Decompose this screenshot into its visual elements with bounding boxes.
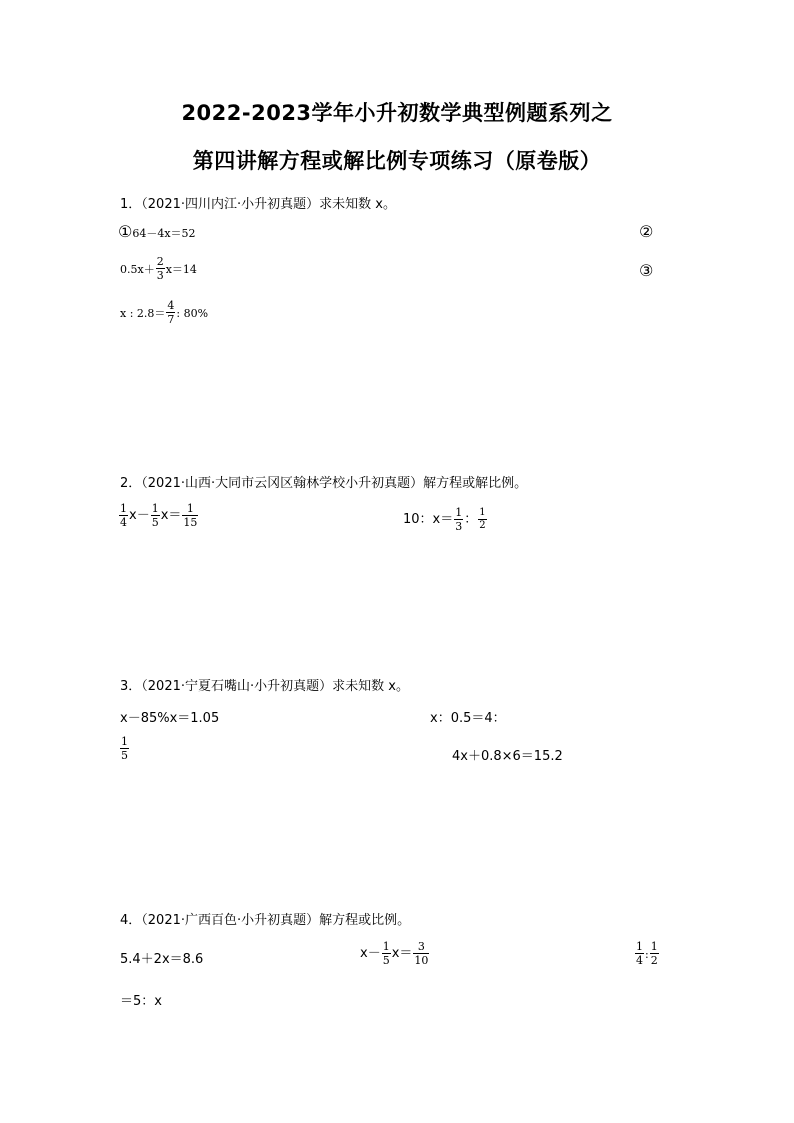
denominator: 3 xyxy=(455,520,463,533)
equation-part: : 80% xyxy=(176,307,209,320)
question-text: （2021·广西百色·小升初真题）解方程或比例。 xyxy=(141,913,411,928)
equation-part: x＝ xyxy=(391,946,413,961)
fraction xyxy=(454,507,463,532)
denominator: 4 xyxy=(120,516,127,529)
equation-part: 0.5x＋ xyxy=(120,263,155,276)
question-text: （2021·山西·大同市云冈区翰林学校小升初真题）解方程或解比例。 xyxy=(141,476,528,491)
question-number: 2． xyxy=(120,476,142,491)
numerator: 1 xyxy=(382,940,390,953)
denominator: 4 xyxy=(636,954,643,967)
q3-eq3: 4x＋0.8×6＝15.2 xyxy=(452,749,563,764)
question-4 xyxy=(120,909,410,928)
q4-eq2 xyxy=(360,941,430,966)
fraction xyxy=(151,503,160,528)
fraction xyxy=(478,508,486,531)
q1-eq2 xyxy=(120,256,197,281)
numerator: 3 xyxy=(413,941,429,954)
question-number: 1． xyxy=(120,197,142,212)
fraction xyxy=(382,941,391,966)
ratio-separator: : xyxy=(645,948,649,961)
numerator: 4 xyxy=(167,299,175,312)
numerator: 1 xyxy=(120,502,127,515)
page-title-line1: 2022-2023学年小升初数学典型例题系列之 xyxy=(181,101,613,125)
question-text: （2021·宁夏石嘴山·小升初真题）求未知数 x。 xyxy=(141,679,409,694)
denominator: 2 xyxy=(479,520,486,531)
circled-marker: ② xyxy=(639,222,654,241)
fraction xyxy=(413,941,429,966)
equation-part: ： xyxy=(464,512,478,527)
equation-part: x－ xyxy=(360,946,381,961)
denominator: 5 xyxy=(382,954,390,967)
fraction xyxy=(182,503,198,528)
denominator: 2 xyxy=(650,954,658,967)
circled-marker: ① xyxy=(118,222,133,241)
question-2 xyxy=(120,472,527,491)
page-title-line2: 第四讲解方程或解比例专项练习（原卷版） xyxy=(192,149,602,173)
q3-eq1: x－85%x＝1.05 xyxy=(120,711,220,726)
question-3 xyxy=(120,675,409,694)
denominator: 7 xyxy=(167,313,175,326)
denominator: 10 xyxy=(414,954,429,967)
numerator: 1 xyxy=(636,940,643,953)
q1-eq3 xyxy=(120,300,208,325)
question-text: （2021·四川内江·小升初真题）求未知数 x。 xyxy=(141,197,396,212)
equation-part: x－ xyxy=(129,508,150,523)
fraction xyxy=(156,256,165,281)
numerator: 1 xyxy=(182,503,198,516)
equation-part: x＝ xyxy=(160,508,182,523)
q2-eq1 xyxy=(118,503,199,528)
denominator: 5 xyxy=(121,749,128,762)
q4-eq3-continued: ＝5：x xyxy=(120,994,162,1009)
fraction xyxy=(650,941,659,966)
denominator: 5 xyxy=(151,516,159,529)
fraction xyxy=(120,736,129,761)
fraction xyxy=(119,503,128,528)
numerator: 1 xyxy=(479,507,486,518)
q3-eq2-fraction xyxy=(119,736,130,761)
equation-part: 10：x＝ xyxy=(403,512,454,527)
q4-eq1: 5.4＋2x＝8.6 xyxy=(120,952,204,967)
fraction xyxy=(635,941,644,966)
equation-part: x : 2.8＝ xyxy=(120,307,166,320)
q3-eq2: x：0.5＝4： xyxy=(430,711,506,726)
fraction xyxy=(166,300,175,325)
numerator: 2 xyxy=(156,255,164,268)
question-1 xyxy=(120,193,396,212)
equation-part: x＝14 xyxy=(165,263,197,276)
q1-eq1 xyxy=(118,222,196,241)
denominator: 3 xyxy=(156,269,164,282)
question-number: 3． xyxy=(120,679,142,694)
q4-eq3 xyxy=(634,941,660,966)
numerator: 1 xyxy=(650,940,658,953)
numerator: 1 xyxy=(455,506,463,519)
numerator: 1 xyxy=(121,735,128,748)
q2-eq2 xyxy=(403,507,488,532)
circled-marker: ③ xyxy=(639,261,654,280)
question-number: 4． xyxy=(120,913,142,928)
denominator: 15 xyxy=(183,516,198,529)
equation: 64－4x＝52 xyxy=(132,227,196,240)
numerator: 1 xyxy=(151,502,159,515)
